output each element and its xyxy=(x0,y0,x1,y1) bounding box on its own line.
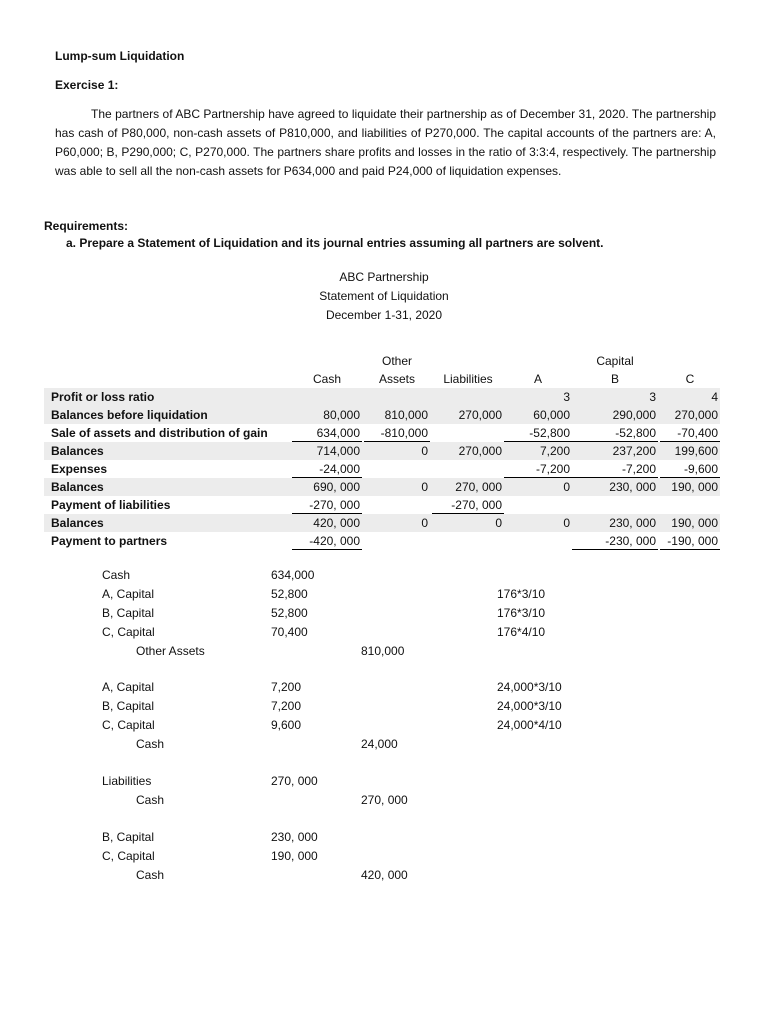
cell-cash: 634,000 xyxy=(316,426,360,440)
journal-credit-account: Other Assets xyxy=(136,644,205,658)
cell-b: 290,000 xyxy=(612,408,656,422)
cell-other-assets: 810,000 xyxy=(384,408,428,422)
cell-cash: -420, 000 xyxy=(309,534,360,548)
requirements-label: Requirements: xyxy=(44,219,129,233)
journal-debit-amount: 7,200 xyxy=(271,699,302,713)
cell-b: -7,200 xyxy=(621,462,656,476)
journal-debit-amount: 190, 000 xyxy=(271,849,318,863)
journal-debit-account: B, Capital xyxy=(102,699,155,713)
cell-a: 0 xyxy=(563,516,570,530)
cell-c: 270,000 xyxy=(674,408,718,422)
journal-credit-account: Cash xyxy=(136,868,165,882)
cell-a xyxy=(506,532,570,550)
journal-credit-amount: 810,000 xyxy=(361,644,405,658)
cell-b xyxy=(574,496,656,514)
row-label: Payment of liabilities xyxy=(51,498,171,512)
cell-b: 230, 000 xyxy=(609,480,656,494)
cell-cash: -270, 000 xyxy=(309,498,360,512)
cell-cash: 420, 000 xyxy=(313,516,360,530)
journal-credit-account: Cash xyxy=(136,737,165,751)
cell-other-assets xyxy=(366,460,428,478)
header-liabilities: Liabilities xyxy=(443,372,493,386)
statement-period: December 1-31, 2020 xyxy=(325,308,443,322)
header-row-1 xyxy=(44,352,720,370)
table-row xyxy=(44,424,720,442)
cell-a: -7,200 xyxy=(535,462,570,476)
cell-other-assets xyxy=(366,496,428,514)
page-title: Lump-sum Liquidation xyxy=(55,49,185,63)
cell-other-assets xyxy=(366,388,428,406)
exercise-label: Exercise 1: xyxy=(55,78,119,92)
header-row-2 xyxy=(44,370,720,388)
cell-a: 0 xyxy=(563,480,570,494)
problem-text: The partners of ABC Partnership have agreed to liquidate their partnership as of December 31, 2020. The partnership has cash of P80,000, non-cash assets of P810,000, and liabilities of P270,000. The capital accounts of the partners are: A, P60,000; B, P290,000; C, P270,000. The partners share profits and losses in the ratio of 3:3:4, respectively. The partnership was able to sell all the non-cash assets for P634,000 and paid P24,000 of liquidation expenses. xyxy=(55,107,716,178)
statement-rows xyxy=(44,388,720,550)
journal-debit-amount: 634,000 xyxy=(271,568,315,582)
cell-c: -70,400 xyxy=(677,426,718,440)
cell-a: -52,800 xyxy=(529,426,570,440)
statement-table xyxy=(44,352,720,550)
journal-debit-amount: 52,800 xyxy=(271,587,308,601)
table-row xyxy=(44,532,720,550)
problem-paragraph xyxy=(55,105,716,181)
journal-computation-note: 24,000*3/10 xyxy=(497,699,562,713)
cell-other-assets: -810,000 xyxy=(380,426,428,440)
cell-c: -190, 000 xyxy=(667,534,718,548)
statement-company: ABC Partnership xyxy=(339,270,429,284)
cell-liabilities: 0 xyxy=(495,516,502,530)
journal-computation-note: 176*3/10 xyxy=(497,587,546,601)
journal-debit-amount: 230, 000 xyxy=(271,830,318,844)
header-other-bottom: Assets xyxy=(378,372,415,386)
journal-debit-account: B, Capital xyxy=(102,606,155,620)
header-other-top: Other xyxy=(381,354,412,368)
journal-debit-account: A, Capital xyxy=(102,680,155,694)
journal-credit-amount: 270, 000 xyxy=(361,793,408,807)
row-label: Payment to partners xyxy=(51,534,168,548)
cell-liabilities: 270,000 xyxy=(458,444,502,458)
cell-a xyxy=(506,496,570,514)
cell-liabilities: 270,000 xyxy=(458,408,502,422)
cell-cash: 714,000 xyxy=(316,444,360,458)
table-row xyxy=(44,496,720,514)
cell-other-assets xyxy=(366,532,428,550)
cell-liabilities: 270, 000 xyxy=(455,480,502,494)
cell-a: 3 xyxy=(563,390,570,404)
journal-debit-amount: 52,800 xyxy=(271,606,308,620)
journal-credit-amount: 420, 000 xyxy=(361,868,408,882)
rule-line xyxy=(572,549,658,550)
header-capital: Capital xyxy=(596,354,634,368)
cell-c xyxy=(662,496,718,514)
journal-debit-account: C, Capital xyxy=(102,849,155,863)
cell-cash: 80,000 xyxy=(323,408,360,422)
header-a: A xyxy=(533,372,542,386)
cell-other-assets: 0 xyxy=(421,444,428,458)
cell-b: -230, 000 xyxy=(605,534,656,548)
cell-b: 230, 000 xyxy=(609,516,656,530)
cell-c: -9,600 xyxy=(683,462,718,476)
cell-liabilities xyxy=(434,460,502,478)
cell-cash: 690, 000 xyxy=(313,480,360,494)
journal-computation-note: 24,000*3/10 xyxy=(497,680,562,694)
cell-c: 4 xyxy=(711,390,718,404)
journal-debit-account: Liabilities xyxy=(102,774,152,788)
table-row xyxy=(44,478,720,496)
rule-line xyxy=(660,549,720,550)
cell-liabilities xyxy=(434,388,502,406)
journal-debit-amount: 9,600 xyxy=(271,718,302,732)
journal-debit-amount: 270, 000 xyxy=(271,774,318,788)
header-cash: Cash xyxy=(312,372,341,386)
header-b: B xyxy=(610,372,619,386)
rule-line xyxy=(292,549,362,550)
cell-cash: -24,000 xyxy=(319,462,360,476)
journal-computation-note: 176*3/10 xyxy=(497,606,546,620)
journal-debit-account: C, Capital xyxy=(102,718,155,732)
cell-b: 237,200 xyxy=(612,444,656,458)
table-row xyxy=(44,514,720,532)
journal-debit-account: Cash xyxy=(102,568,131,582)
row-label: Profit or loss ratio xyxy=(51,390,155,404)
cell-c: 190, 000 xyxy=(671,480,718,494)
table-row xyxy=(44,406,720,424)
table-row xyxy=(44,442,720,460)
row-label: Balances xyxy=(51,516,104,530)
table-row xyxy=(44,460,720,478)
row-label: Balances xyxy=(51,480,104,494)
journal-computation-note: 176*4/10 xyxy=(497,625,546,639)
journal-computation-note: 24,000*4/10 xyxy=(497,718,562,732)
requirement-a: a. Prepare a Statement of Liquidation and its journal entries assuming all partners are solvent. xyxy=(66,236,604,250)
header-c: C xyxy=(685,372,695,386)
journal-debit-account: B, Capital xyxy=(102,830,155,844)
journal-debit-account: A, Capital xyxy=(102,587,155,601)
cell-c: 199,600 xyxy=(674,444,718,458)
row-label: Expenses xyxy=(51,462,108,476)
statement-title: Statement of Liquidation xyxy=(319,289,449,303)
cell-cash xyxy=(294,388,360,406)
cell-liabilities xyxy=(434,424,502,442)
cell-liabilities: -270, 000 xyxy=(451,498,502,512)
table-row xyxy=(44,388,720,406)
cell-other-assets: 0 xyxy=(421,480,428,494)
cell-b: 3 xyxy=(649,390,656,404)
cell-a: 60,000 xyxy=(533,408,570,422)
cell-a: 7,200 xyxy=(539,444,570,458)
journal-credit-account: Cash xyxy=(136,793,165,807)
journal-debit-amount: 7,200 xyxy=(271,680,302,694)
cell-other-assets: 0 xyxy=(421,516,428,530)
journal-debit-account: C, Capital xyxy=(102,625,155,639)
journal-credit-amount: 24,000 xyxy=(361,737,398,751)
row-label: Balances before liquidation xyxy=(51,408,208,422)
cell-c: 190, 000 xyxy=(671,516,718,530)
cell-b: -52,800 xyxy=(615,426,656,440)
row-label: Sale of assets and distribution of gain xyxy=(51,426,268,440)
cell-liabilities xyxy=(434,532,502,550)
row-label: Balances xyxy=(51,444,104,458)
journal-debit-amount: 70,400 xyxy=(271,625,308,639)
